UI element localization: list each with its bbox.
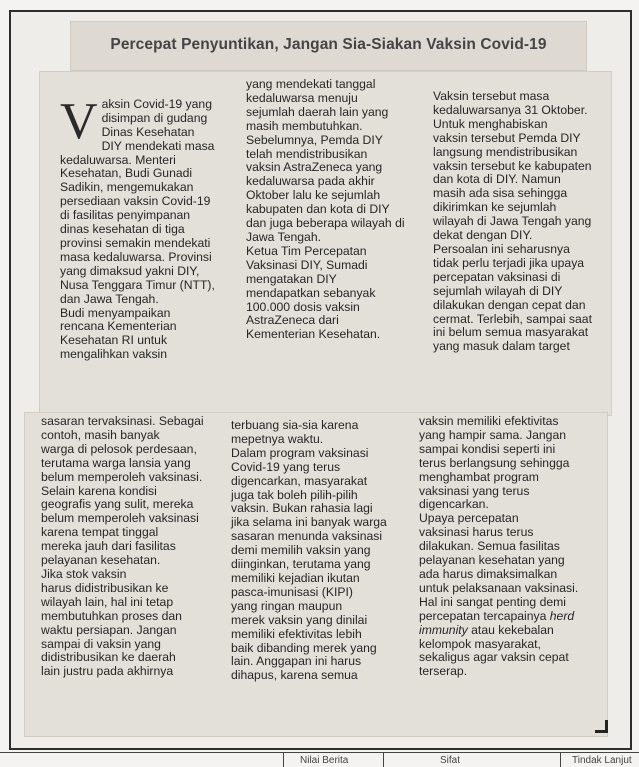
- bottom-column-2: terbuang sia-sia karena mepetnya waktu. Dalam program vaksinasi Covid-19 yang terus digencarkan, masyarakat juga tak boleh pilih-pilih vaksin. Bukan rahasia lagi jika selama ini banyak warga sasaran menunda vaksinasi demi memilih vaksin yang diinginkan, terutama yang memiliki kejadian ikutan pasca-imunisasi (KIPI) yang ringan maupun merek vaksin yang dinilai memiliki efektivitas lebih baik dibanding merek yang lain. Anggapan ini harus dihapus, karena semua: [231, 418, 387, 683]
- footer-divider: [560, 753, 561, 767]
- footer-divider: [383, 753, 384, 767]
- bottom-column-1: sasaran tervaksinasi. Sebagai contoh, masih banyak warga di pelosok perdesaan, terutama warga lansia yang belum memperoleh vaksinasi. Selain karena kondisi geografis yang sulit, mereka belum memperoleh vaksinasi karena tempat tinggal mereka jauh dari fasilitas pelayanan kesehatan. Jika stok vaksin harus didistribusikan ke wilayah lain, hal ini tetap membutuhkan proses dan waktu persiapan. Jangan sampai di vaksin yang didistribusikan ke daerah lain justru pada akhirnya: [41, 414, 204, 679]
- clipping-top: [40, 72, 611, 415]
- top-column-1-text: aksin Covid-19 yang disimpan di gudang Dinas Kesehatan DIY mendekati masa kedaluwarsa. Menteri Kesehatan, Budi Gunadi Sadikin, mengemukakan persediaan vaksin Covid-19 di fasilitas penyimpanan dinas kesehatan di tiga provinsi semakin mendekati masa kedaluwarsa. Provinsi yang dimaksud yakni DIY, Nusa Tenggara Timur (NTT), dan Jawa Tengah. Budi menyampaikan rencana Kementerian Kesehatan RI untuk mengalihkan vaksin: [60, 96, 215, 362]
- footer-label-news-value: Nilai Berita: [300, 755, 349, 766]
- drop-cap: V: [60, 92, 98, 150]
- top-column-2: yang mendekati tanggal kedaluwarsa menuju sejumlah daerah lain yang masih membutuhkan. Sebelumnya, Pemda DIY telah mendistribusikan vaksin AstraZeneca yang kedaluwarsa pada akhir Oktober lalu ke sejumlah kabupaten dan kota di DIY dan juga beberapa wilayah di Jawa Tengah. Ketua Tim Percepatan Vaksinasi DIY, Sumadi mengatakan DIY mendapatkan sebanyak 100.000 dosis vaksin AstraZeneca dari Kementerian Kesehatan.: [246, 77, 405, 342]
- bottom-column-3-text-b: atau kekebalan kelompok masyarakat, sekaligus agar vaksin cepat terserap.: [419, 622, 569, 679]
- footer-divider: [283, 753, 284, 767]
- top-column-1: [60, 84, 250, 362]
- herd-immunity-italic: herd immunity: [419, 608, 575, 637]
- footer-row: [0, 752, 639, 767]
- headline-strip: [71, 22, 586, 70]
- bottom-column-3-text-a: vaksin memiliki efektivitas yang hampir sama. Jangan sampai kondisi seperti ini terus berlangsung sehingga menghambat program vaksinasi yang terus digencarkan. Upaya percepatan vaksinasi harus terus dilakukan. Semua fasilitas pelayanan kesehatan yang ada harus dimaksimalkan untuk pelaksanaan vaksinasi. Hal ini sangat penting demi percepatan tercapainya: [419, 414, 579, 623]
- footer-label-nature: Sifat: [440, 755, 461, 766]
- end-mark: [595, 720, 608, 733]
- footer-label-follow-up: Tindak Lanjut: [572, 755, 632, 766]
- top-column-3: Vaksin tersebut masa kedaluwarsanya 31 Oktober. Untuk menghabiskan vaksin tersebut Pemda DIY langsung mendistribusikan vaksin tersebut ke kabupaten dan kota di DIY. Namun masih ada sisa sehingga dikirimkan ke sejumlah wilayah di Jawa Tengah yang dekat dengan DIY. Persoalan ini seharusnya tidak perlu terjadi jika upaya percepatan vaksinasi di sejumlah wilayah di DIY dilakukan dengan cepat dan cermat. Terlebih, sampai saat ini belum semua masyarakat yang masuk dalam target: [433, 89, 592, 354]
- article-title: Percepat Penyuntikan, Jangan Sia-Siakan Vaksin Covid-19: [110, 36, 547, 53]
- bottom-column-3: [419, 415, 605, 679]
- clipping-bottom: [25, 413, 607, 736]
